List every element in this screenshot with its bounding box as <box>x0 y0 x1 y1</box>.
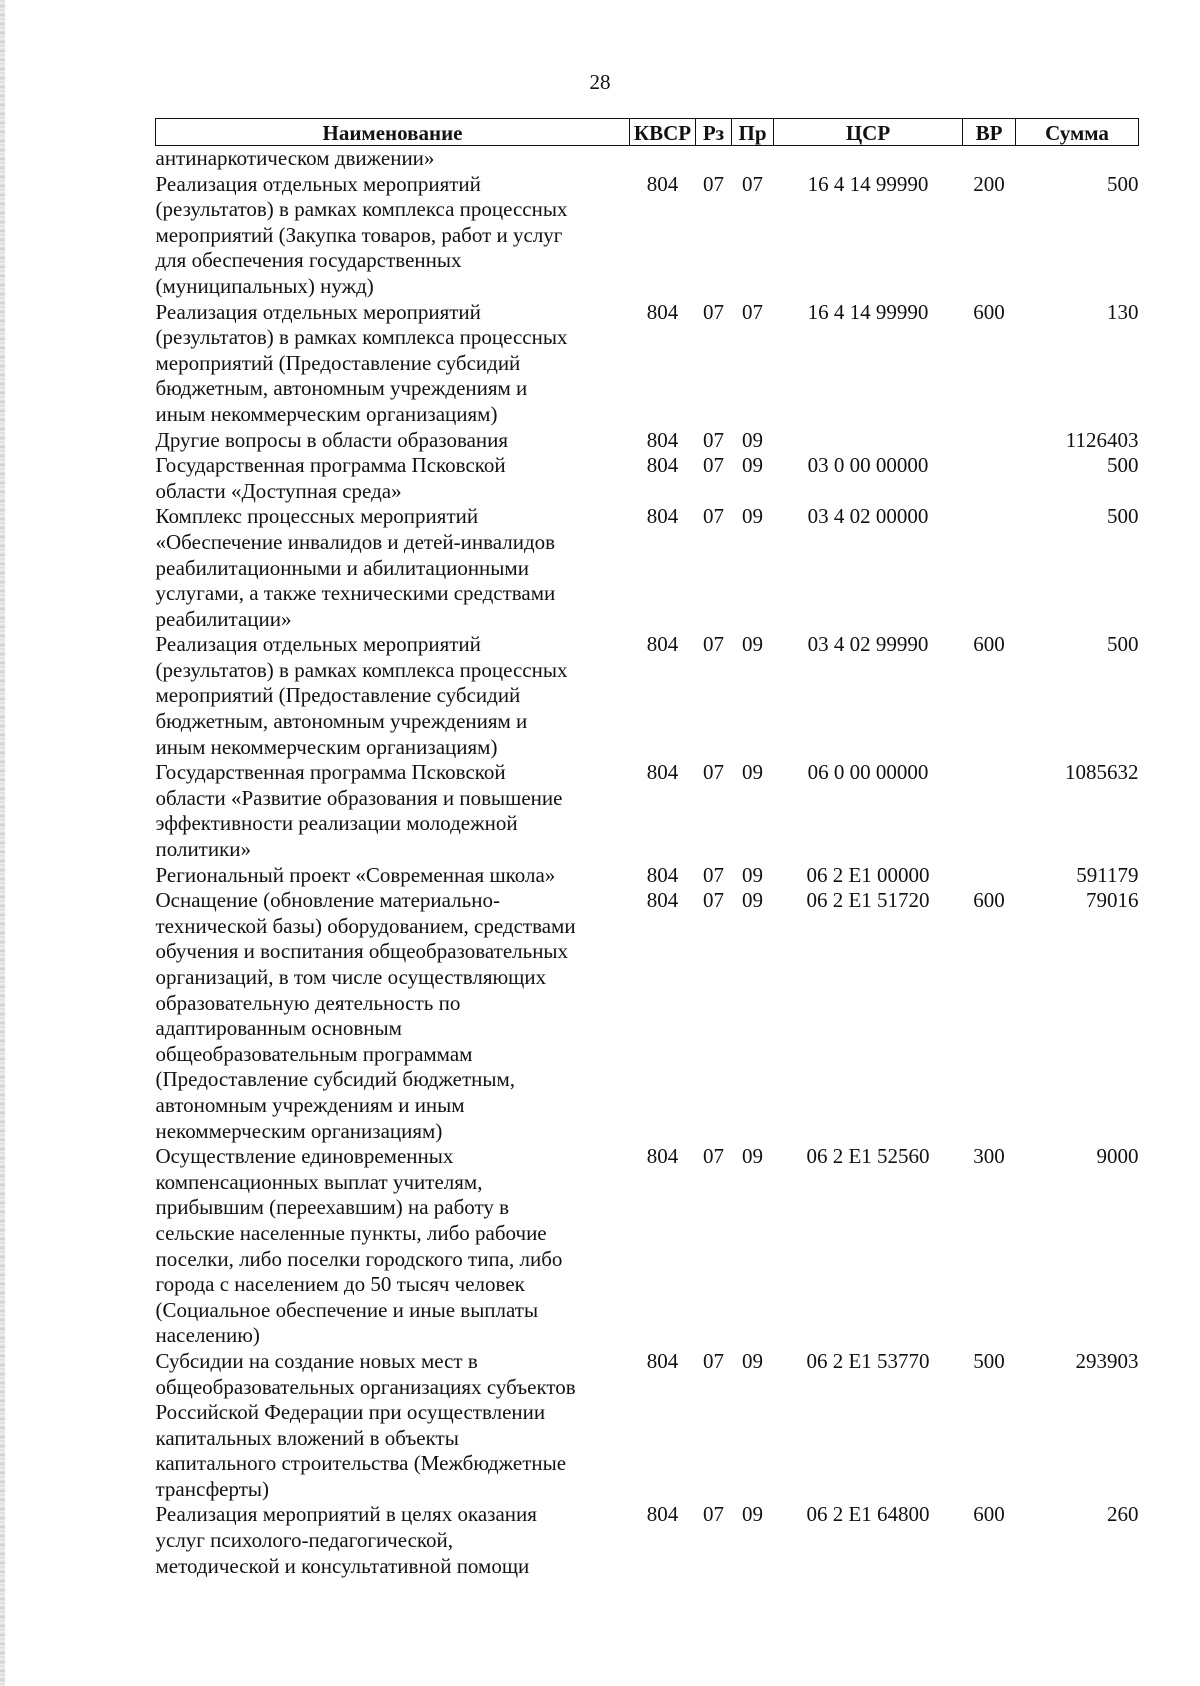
row-vr: 500 <box>973 1348 1005 1373</box>
table-row <box>156 172 1139 300</box>
row-name-line: (результатов) в рамках комплекса процессных <box>155 657 568 682</box>
row-kvsr: 804 <box>646 1502 679 1527</box>
row-name-line: компенсационных выплат учителям, <box>155 1169 483 1194</box>
row-rz: 07 <box>703 862 724 887</box>
row-name-line: (Социальное обеспечение и иные выплаты <box>155 1297 539 1322</box>
header-kvsr: КВСР <box>630 119 696 146</box>
row-sum: 9000 <box>1096 1144 1139 1169</box>
row-vr: 600 <box>973 1502 1005 1527</box>
budget-table <box>155 118 1139 1579</box>
row-name-line: Реализация отдельных мероприятий <box>155 632 481 657</box>
row-kvsr: 804 <box>646 1348 679 1373</box>
row-name-line: Государственная программа Псковской <box>155 760 506 785</box>
row-pr: 09 <box>742 1502 763 1527</box>
row-sum: 1126403 <box>1065 427 1139 452</box>
row-kvsr: 804 <box>646 504 679 529</box>
row-pr: 09 <box>742 888 763 913</box>
row-name-line: мероприятий (Предоставление субсидий <box>155 350 521 375</box>
row-name-line: Комплекс процессных мероприятий <box>155 504 479 529</box>
row-sum <box>1016 146 1139 172</box>
row-vr <box>963 760 1016 862</box>
row-pr: 09 <box>742 1348 763 1373</box>
row-name <box>156 428 630 454</box>
row-name-line: образовательную деятельность по <box>155 990 461 1015</box>
table-row <box>156 428 1139 454</box>
row-kvsr: 804 <box>646 632 679 657</box>
row-name-line: эффективности реализации молодежной <box>155 811 518 836</box>
row-sum: 1085632 <box>1065 760 1139 785</box>
row-name-line: трансферты) <box>155 1476 270 1501</box>
row-name <box>156 146 630 172</box>
row-rz: 07 <box>703 427 724 452</box>
row-name <box>156 504 630 632</box>
row-name-line: области «Развитие образования и повышение <box>155 785 563 810</box>
table-row <box>156 1349 1139 1503</box>
row-vr: 300 <box>973 1144 1005 1169</box>
row-name-line: Субсидии на создание новых мест в <box>155 1348 478 1373</box>
row-name <box>156 1144 630 1349</box>
row-name-line: сельские населенные пункты, либо рабочие <box>155 1220 547 1245</box>
row-pr: 09 <box>742 862 763 887</box>
row-vr: 600 <box>973 632 1005 657</box>
row-name <box>156 172 630 300</box>
row-vr <box>963 453 1016 504</box>
row-sum: 500 <box>1107 504 1139 529</box>
row-name-line: Реализация отдельных мероприятий <box>155 299 481 324</box>
table-row <box>156 760 1139 862</box>
row-name-line: услугами, а также техническими средствами <box>155 581 556 606</box>
row-kvsr: 804 <box>646 888 679 913</box>
row-name <box>156 1502 630 1579</box>
row-csr: 06 2 E1 53770 <box>806 1348 930 1373</box>
row-name-line: реабилитации» <box>155 606 292 631</box>
row-name-line: иным некоммерческим организациям) <box>155 734 498 759</box>
row-name-line: Реализация мероприятий в целях оказания <box>155 1502 537 1527</box>
header-csr: ЦСР <box>774 119 963 146</box>
row-name-line: (Предоставление субсидий бюджетным, <box>155 1067 516 1092</box>
scan-edge <box>0 0 5 1686</box>
row-pr: 09 <box>742 453 763 478</box>
row-sum: 591179 <box>1076 862 1139 887</box>
row-rz: 07 <box>703 299 724 324</box>
row-name-line: мероприятий (Предоставление субсидий <box>155 683 521 708</box>
row-name-line: адаптированным основным <box>155 1016 402 1041</box>
row-name <box>156 863 630 889</box>
row-rz <box>696 146 732 172</box>
row-name-line: города с населением до 50 тысяч человек <box>155 1272 525 1297</box>
row-rz: 07 <box>703 504 724 529</box>
row-name-line: (результатов) в рамках комплекса процессных <box>155 325 568 350</box>
row-pr: 09 <box>742 427 763 452</box>
table-header-row <box>156 119 1139 146</box>
header-sum: Сумма <box>1016 119 1139 146</box>
row-kvsr: 804 <box>646 171 679 196</box>
header-vr: ВР <box>963 119 1016 146</box>
row-name-line: методической и консультативной помощи <box>155 1553 530 1578</box>
row-name-line: технической базы) оборудованием, средствами <box>155 913 576 938</box>
row-pr: 09 <box>742 760 763 785</box>
row-name-line: мероприятий (Закупка товаров, работ и услуг <box>155 222 563 247</box>
row-name-line: политики» <box>155 837 252 862</box>
page-number: 28 <box>589 70 611 94</box>
row-kvsr: 804 <box>646 427 679 452</box>
row-name-line: Региональный проект «Современная школа» <box>155 862 556 887</box>
row-rz: 07 <box>703 453 724 478</box>
row-name-line: Реализация отдельных мероприятий <box>155 171 481 196</box>
row-vr <box>963 428 1016 454</box>
row-rz: 07 <box>703 760 724 785</box>
row-name-line: (муниципальных) нужд) <box>155 273 374 298</box>
table-row <box>156 504 1139 632</box>
row-pr: 09 <box>742 632 763 657</box>
row-name-line: Другие вопросы в области образования <box>155 427 509 452</box>
row-vr <box>963 863 1016 889</box>
row-vr <box>963 504 1016 632</box>
row-pr: 07 <box>742 171 763 196</box>
row-kvsr: 804 <box>646 862 679 887</box>
row-sum: 130 <box>1107 299 1139 324</box>
row-pr: 07 <box>742 299 763 324</box>
row-kvsr: 804 <box>646 453 679 478</box>
row-name-line: иным некоммерческим организациям) <box>155 401 498 426</box>
row-name-line: общеобразовательным программам <box>155 1041 473 1066</box>
row-name-line: реабилитационными и абилитационными <box>155 555 529 580</box>
row-sum: 293903 <box>1075 1348 1139 1373</box>
row-name-line: автономным учреждениям и иным <box>155 1092 465 1117</box>
row-name-line: Осуществление единовременных <box>155 1144 454 1169</box>
row-csr: 03 4 02 99990 <box>807 632 929 657</box>
header-name: Наименование <box>156 119 630 146</box>
table-row <box>156 146 1139 172</box>
table-row <box>156 300 1139 428</box>
row-name-line: «Обеспечение инвалидов и детей-инвалидов <box>155 529 556 554</box>
row-rz: 07 <box>703 1348 724 1373</box>
table-row <box>156 453 1139 504</box>
row-name-line: капитальных вложений в объекты <box>155 1425 459 1450</box>
row-name-line: Оснащение (обновление материально- <box>155 888 500 913</box>
row-pr: 09 <box>742 1144 763 1169</box>
row-pr: 09 <box>742 504 763 529</box>
row-name-line: антинаркотическом движении» <box>155 146 435 170</box>
table-row <box>156 632 1139 760</box>
row-sum: 500 <box>1107 171 1139 196</box>
row-sum: 500 <box>1107 453 1139 478</box>
row-name <box>156 300 630 428</box>
row-vr: 600 <box>973 299 1005 324</box>
row-name-line: услуг психолого-педагогической, <box>155 1528 454 1553</box>
row-csr <box>774 428 963 454</box>
row-name-line: бюджетным, автономным учреждениям и <box>155 709 528 734</box>
row-name-line: области «Доступная среда» <box>155 478 402 503</box>
row-csr: 06 2 E1 51720 <box>806 888 930 913</box>
table-row <box>156 1502 1139 1579</box>
row-name-line: населению) <box>155 1323 260 1348</box>
row-name-line: для обеспечения государственных <box>155 248 462 273</box>
row-kvsr: 804 <box>646 299 679 324</box>
row-name-line: некоммерческим организациям) <box>155 1118 443 1143</box>
row-name <box>156 453 630 504</box>
row-name-line: прибывшим (переехавшим) на работу в <box>155 1195 510 1220</box>
row-csr: 06 2 E1 52560 <box>806 1144 930 1169</box>
row-rz: 07 <box>703 171 724 196</box>
table-row <box>156 888 1139 1144</box>
table-row <box>156 1144 1139 1349</box>
row-name-line: организаций, в том числе осуществляющих <box>155 965 547 989</box>
row-csr: 16 4 14 99990 <box>807 171 929 196</box>
row-csr: 06 2 E1 00000 <box>806 862 930 887</box>
row-sum: 500 <box>1107 632 1139 657</box>
row-vr: 200 <box>973 171 1005 196</box>
header-rz: Рз <box>696 119 732 146</box>
table-body <box>156 146 1139 1580</box>
row-csr: 03 4 02 00000 <box>807 504 929 529</box>
row-name-line: капитального строительства (Межбюджетные <box>155 1451 567 1476</box>
row-kvsr: 804 <box>646 760 679 785</box>
row-name <box>156 632 630 760</box>
row-name-line: поселки, либо поселки городского типа, либо <box>155 1246 563 1271</box>
row-sum: 260 <box>1107 1502 1139 1527</box>
row-kvsr: 804 <box>646 1144 679 1169</box>
row-rz: 07 <box>703 888 724 913</box>
row-csr: 06 0 00 00000 <box>807 760 929 785</box>
row-csr: 16 4 14 99990 <box>807 299 929 324</box>
row-csr <box>774 146 963 172</box>
row-name-line: (результатов) в рамках комплекса процессных <box>155 197 568 222</box>
row-name-line: Российской Федерации при осуществлении <box>155 1400 546 1425</box>
row-name-line: обучения и воспитания общеобразовательных <box>155 939 569 964</box>
row-name <box>156 760 630 862</box>
header-pr: Пр <box>732 119 774 146</box>
row-sum: 79016 <box>1086 888 1139 913</box>
row-csr: 03 0 00 00000 <box>807 453 929 478</box>
row-rz: 07 <box>703 1502 724 1527</box>
row-csr: 06 2 E1 64800 <box>806 1502 930 1527</box>
row-vr: 600 <box>973 888 1005 913</box>
row-name <box>156 1349 630 1503</box>
row-pr <box>732 146 774 172</box>
row-name-line: бюджетным, автономным учреждениям и <box>155 376 528 401</box>
row-vr <box>963 146 1016 172</box>
table-row <box>156 863 1139 889</box>
row-name <box>156 888 630 1144</box>
row-rz: 07 <box>703 632 724 657</box>
row-rz: 07 <box>703 1144 724 1169</box>
row-name-line: общеобразовательных организациях субъектов <box>155 1374 576 1399</box>
row-kvsr <box>630 146 696 172</box>
row-name-line: Государственная программа Псковской <box>155 453 506 478</box>
